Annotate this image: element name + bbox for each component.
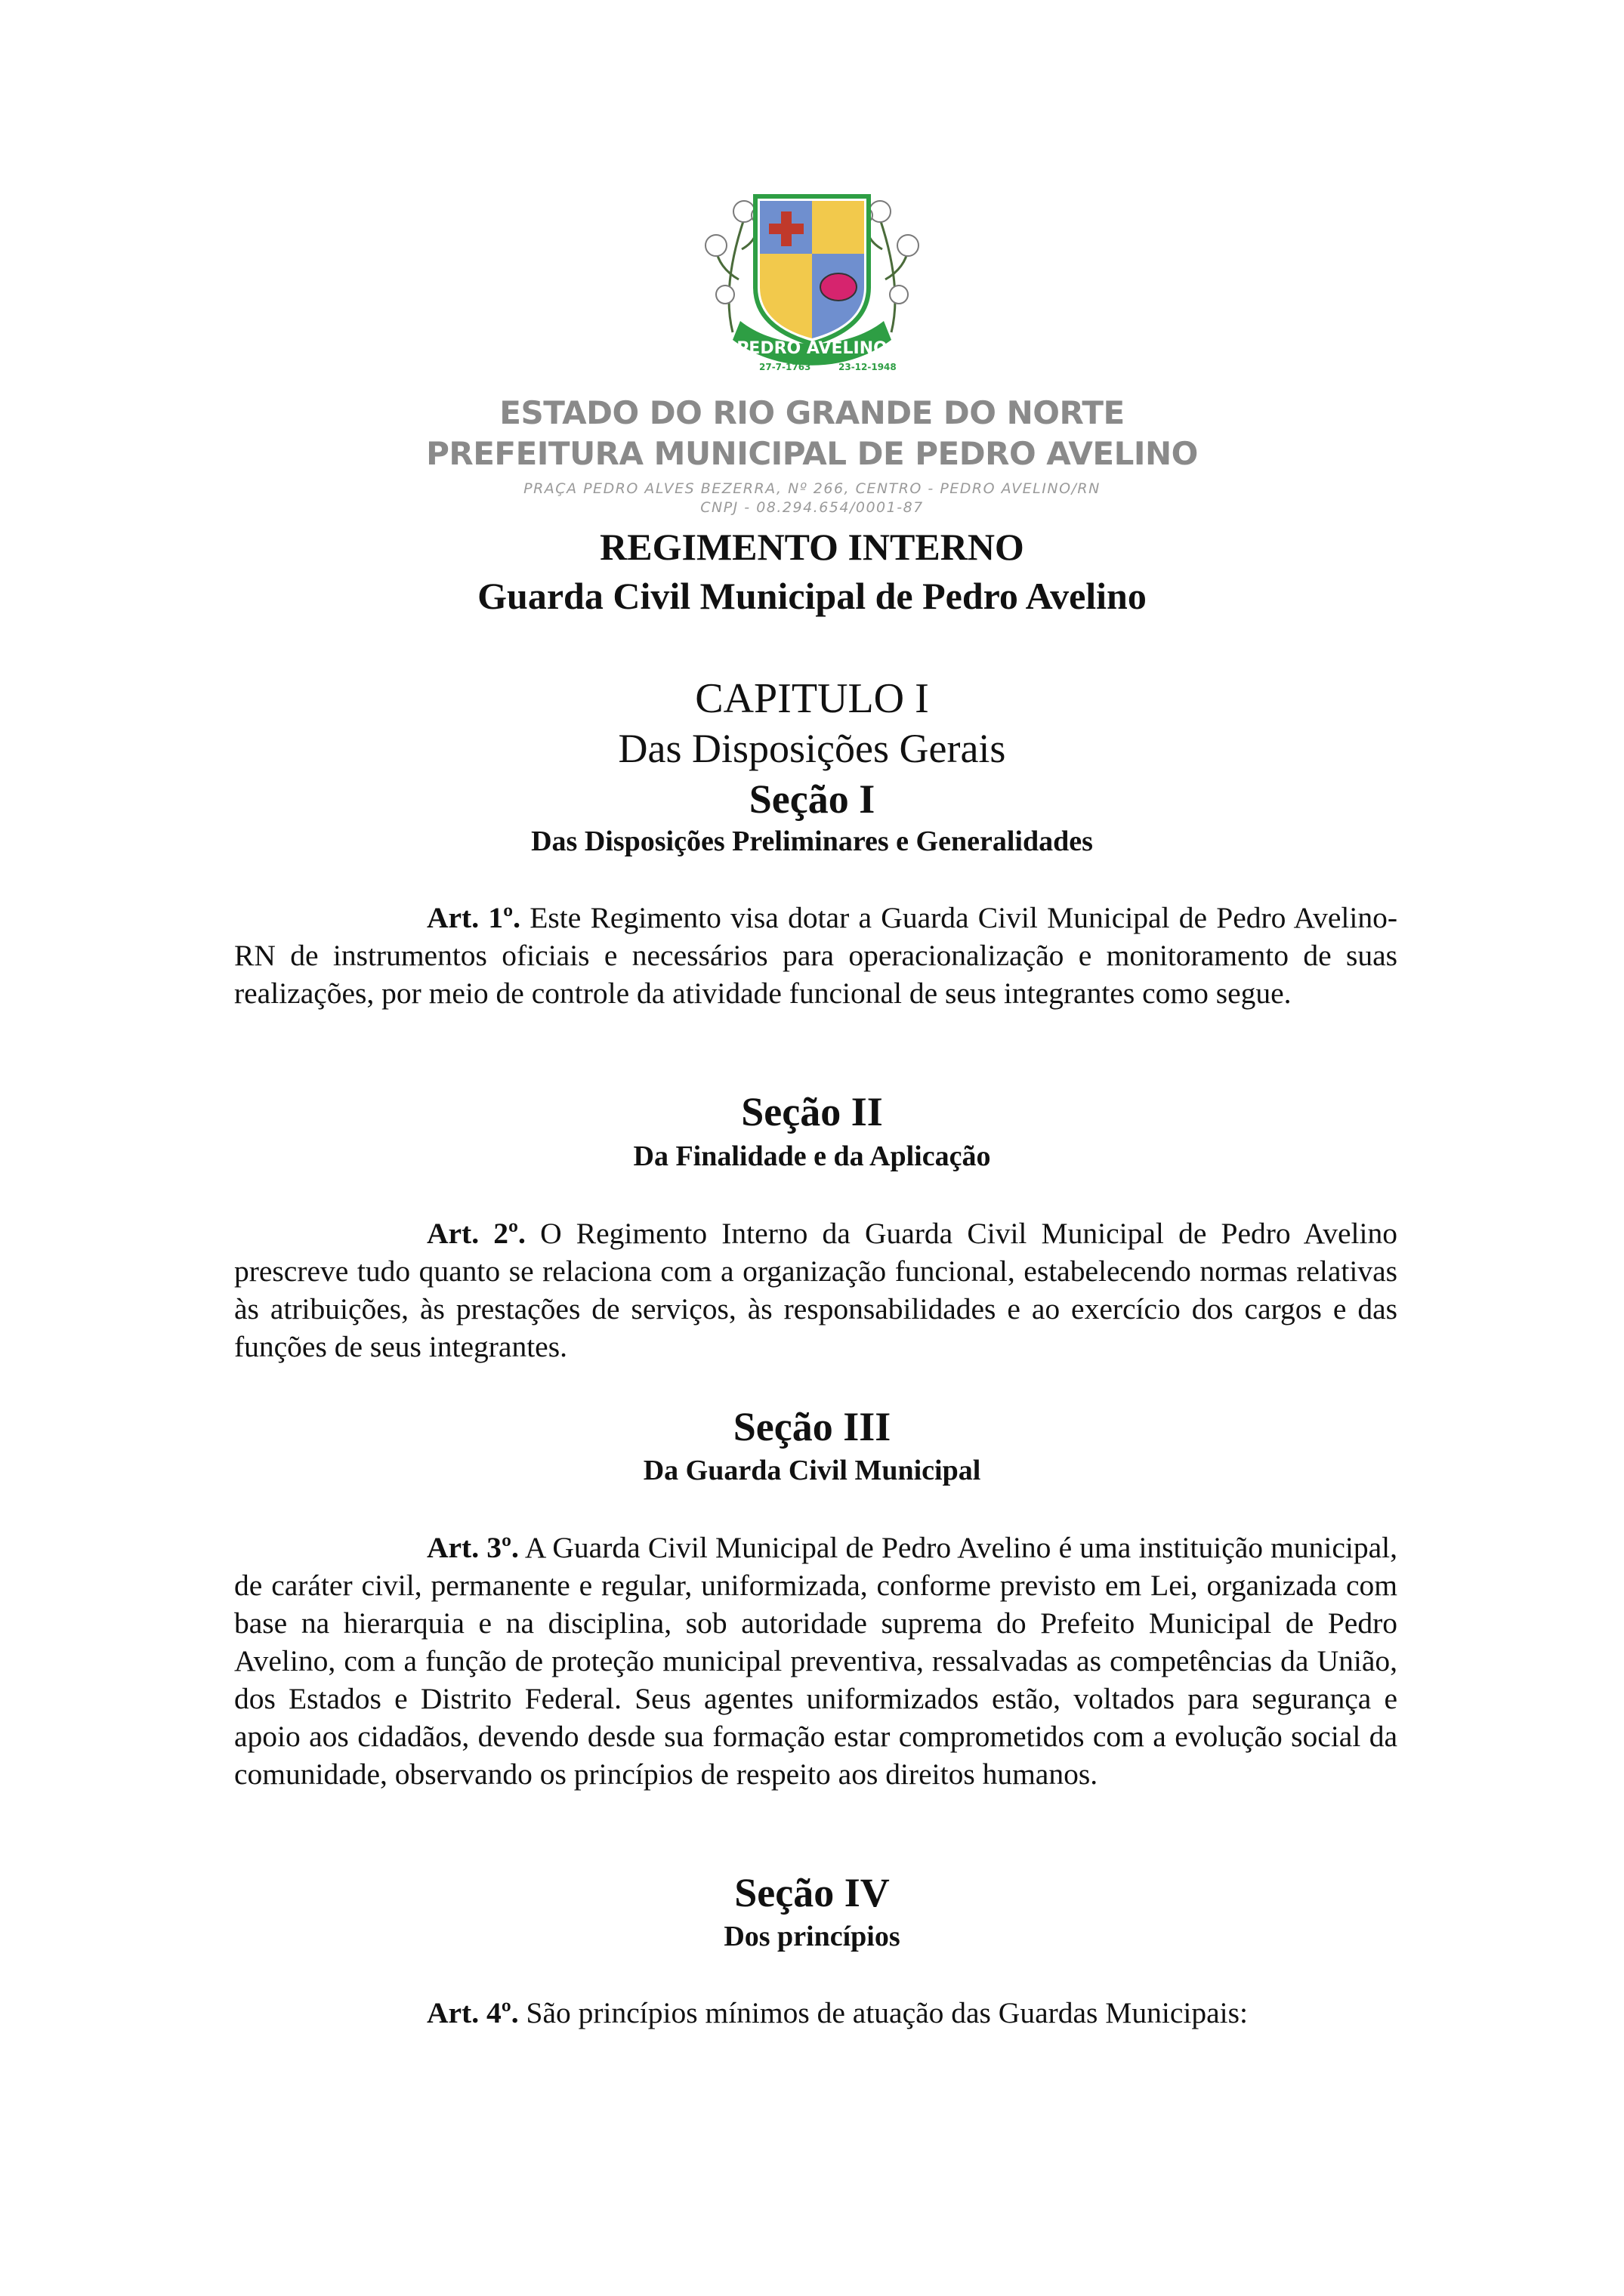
article-label: Art. 3º. (427, 1531, 519, 1564)
article-paragraph (234, 1994, 1397, 2032)
chapter-name: Das Disposições Gerais (618, 726, 1006, 771)
letterhead-address: PRAÇA PEDRO ALVES BEZERRA, Nº 266, CENTRO - PEDRO AVELINO/RN (523, 480, 1101, 497)
article-text: O Regimento Interno da Guarda Civil Municipal de Pedro Avelino prescreve tudo quanto se relaciona com a organização funcional, estabelecendo normas relativas às atribuições, às prestações de serviços, às responsabilidades e ao exercício dos cargos e das funções de seus integrantes. (234, 1217, 1397, 1363)
section-subheading: Das Disposições Preliminares e Generalidades (531, 826, 1093, 857)
crest-date-right: 23-12-1948 (838, 362, 897, 372)
article-text: São princípios mínimos de atuação das Guardas Municipais: (518, 1996, 1248, 2029)
article-text: A Guarda Civil Municipal de Pedro Avelino é uma instituição municipal, de caráter civil, permanente e regular, uniformizada, conforme previsto em Lei, organizada com base na hierarquia e na disciplina, sob autoridade suprema do Prefeito Municipal de Pedro Avelino, com a função de proteção municipal preventiva, ressalvadas as competências da União, dos Estados e Distrito Federal. Seus agentes uniformizados estão, voltados para segurança e apoio aos cidadãos, devendo desde sua formação estar comprometidos com a evolução social da comunidade, observando os princípios de respeito aos direitos humanos. (234, 1531, 1397, 1791)
section-heading: Seção II (741, 1089, 883, 1134)
section-subheading: Dos princípios (724, 1921, 900, 1952)
section-subheading: Da Guarda Civil Municipal (643, 1455, 981, 1486)
article-paragraph (234, 1529, 1397, 1793)
document-title: REGIMENTO INTERNO (600, 526, 1024, 568)
crest-banner-text: PEDRO AVELINO (736, 339, 888, 358)
section-heading: Seção I (749, 776, 875, 822)
chapter-label: CAPITULO I (695, 675, 929, 722)
section-heading: Seção IV (734, 1870, 890, 1915)
section-subheading: Da Finalidade e da Aplicação (633, 1140, 991, 1172)
article-label: Art. 2º. (427, 1217, 526, 1250)
section-heading: Seção III (733, 1404, 891, 1449)
article-text: Este Regimento visa dotar a Guarda Civil Municipal de Pedro Avelino-RN de instrumentos oficiais e necessários para operacionalização e monitoramento de suas realizações, por meio de controle da atividade funcional de seus integrantes como segue. (234, 901, 1397, 1010)
article-label: Art. 4º. (427, 1996, 519, 2029)
municipal-coat-of-arms-icon (702, 189, 922, 378)
crest-date-left: 27-7-1763 (759, 362, 811, 372)
letterhead-prefecture: PREFEITURA MUNICIPAL DE PEDRO AVELINO (426, 435, 1198, 472)
article-paragraph (234, 1214, 1397, 1366)
document-subtitle: Guarda Civil Municipal de Pedro Avelino (477, 575, 1147, 617)
article-paragraph (234, 899, 1397, 1012)
letterhead-state: ESTADO DO RIO GRANDE DO NORTE (499, 394, 1125, 431)
article-label: Art. 1º. (427, 901, 521, 934)
letterhead-cnpj: CNPJ - 08.294.654/0001-87 (700, 499, 924, 516)
